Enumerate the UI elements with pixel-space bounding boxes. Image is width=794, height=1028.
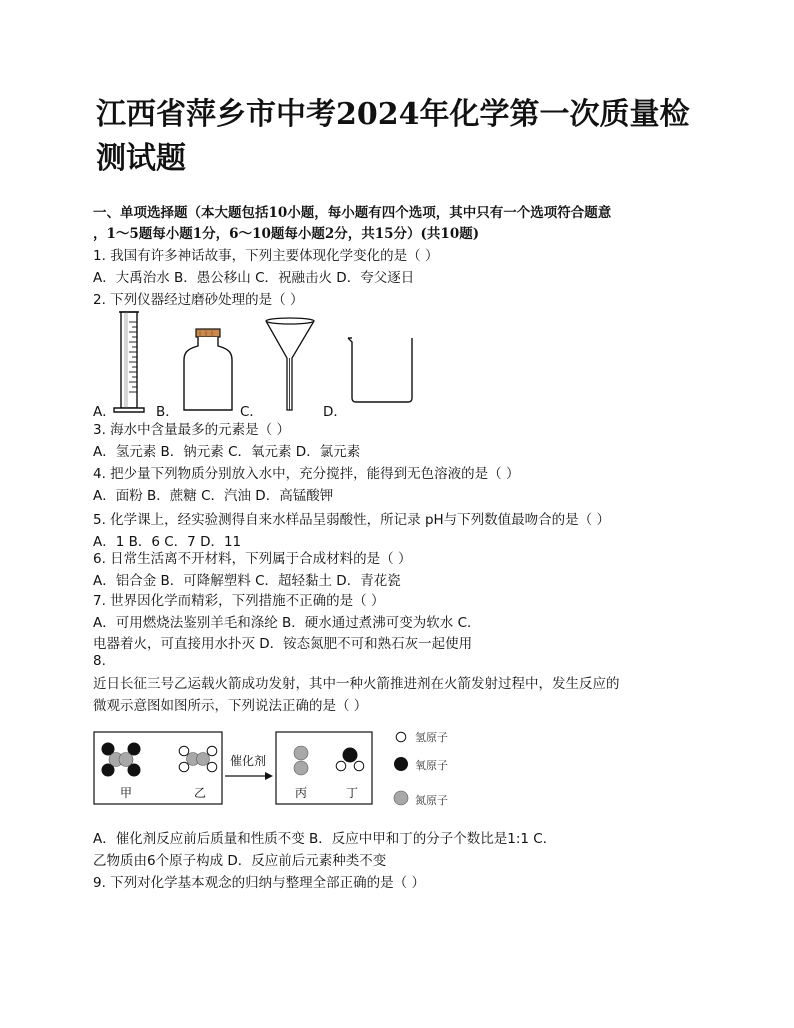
oxygen-atom-legend-icon [393,756,409,772]
catalyst-label: 催化剂 [230,754,267,768]
legend-hydrogen: 氢原子 [415,731,448,744]
q2-label-d: D． [323,404,347,420]
reaction-diagram [93,726,463,810]
legend-oxygen: 氧原子 [415,759,448,772]
q2-label-b: B． [156,404,179,420]
q2-stem: 2. 下列仪器经过磨砂处理的是（ ） [93,292,304,308]
reagent-bottle-icon [180,326,236,416]
label-ding: 丁 [346,786,359,800]
q6-options: A．铝合金 B．可降解塑料 C．超轻黏土 D．青花瓷 [93,573,401,589]
q3-stem: 3. 海水中含量最多的元素是（ ） [93,422,290,438]
q7-options-line1: A．可用燃烧法鉴别羊毛和涤纶 B．硬水通过煮沸可变为软水 C． [93,615,481,631]
q9-stem: 9. 下列对化学基本观念的归纳与整理全部正确的是（ ） [93,875,425,891]
n2h4-molecule-icon [177,745,219,773]
n2o4-molecule-icon [100,742,142,778]
section-heading-line1: 一、单项选择题（本大题包括10小题，每小题有四个选项，其中只有一个选项符合题意 [93,205,612,221]
graduated-cylinder-icon [112,308,152,414]
funnel-icon [262,316,318,416]
q8-stem-line1: 近日长征三号乙运载火箭成功发射，其中一种火箭推进剂在火箭发射过程中，发生反应的 [93,676,620,692]
q8-options-line2: 乙物质由6个原子构成 D．反应前后元素种类不变 [93,853,387,869]
q4-stem: 4. 把少量下列物质分别放入水中，充分搅拌，能得到无色溶液的是（ ） [93,466,520,482]
nitrogen-atom-legend-icon [393,790,409,806]
q1-options: A．大禹治水 B．愚公移山 C．祝融击火 D．夸父逐日 [93,270,415,286]
q5-options: A．1 B．6 C．7 D．11 [93,534,242,550]
q4-options: A．面粉 B．蔗糖 C．汽油 D．高锰酸钾 [93,488,334,504]
q1-stem: 1. 我国有许多神话故事，下列主要体现化学变化的是（ ） [93,248,439,264]
label-jia: 甲 [120,786,133,800]
page-title-line2: 测试题 [96,141,186,176]
beaker-icon [344,334,420,404]
label-bing: 丙 [295,786,308,800]
q7-options-line2: 电器着火，可直接用水扑灭 D．铵态氮肥不可和熟石灰一起使用 [93,636,473,652]
hydrogen-atom-legend-icon [395,731,407,743]
q6-stem: 6. 日常生活离不开材料，下列属于合成材料的是（ ） [93,551,412,567]
h2o-molecule-icon [334,746,366,774]
q8-stem-line2: 微观示意图如图所示，下列说法正确的是（ ） [93,698,368,714]
q2-label-a: A． [93,404,116,420]
q7-stem: 7. 世界因化学而精彩，下列措施不正确的是（ ） [93,593,385,609]
q3-options: A．氢元素 B．钠元素 C．氧元素 D．氯元素 [93,444,361,460]
legend-nitrogen: 氮原子 [415,794,448,807]
q2-label-c: C． [240,404,263,420]
q8-options-line1: A．催化剂反应前后质量和性质不变 B．反应中甲和丁的分子个数比是1:1 C． [93,831,557,847]
page-title-line1: 江西省萍乡市中考2024年化学第一次质量检 [96,97,690,132]
q5-stem: 5. 化学课上，经实验测得自来水样品呈弱酸性，所记录 pH与下列数值最吻合的是（ ） [93,512,610,528]
q8-number: 8. [93,653,106,669]
section-heading-line2: ，1～5题每小题1分，6～10题每小题2分，共15分）(共10题) [93,226,480,242]
n2-molecule-icon [292,745,310,777]
reaction-arrow-icon [225,770,275,782]
label-yi: 乙 [194,786,207,800]
